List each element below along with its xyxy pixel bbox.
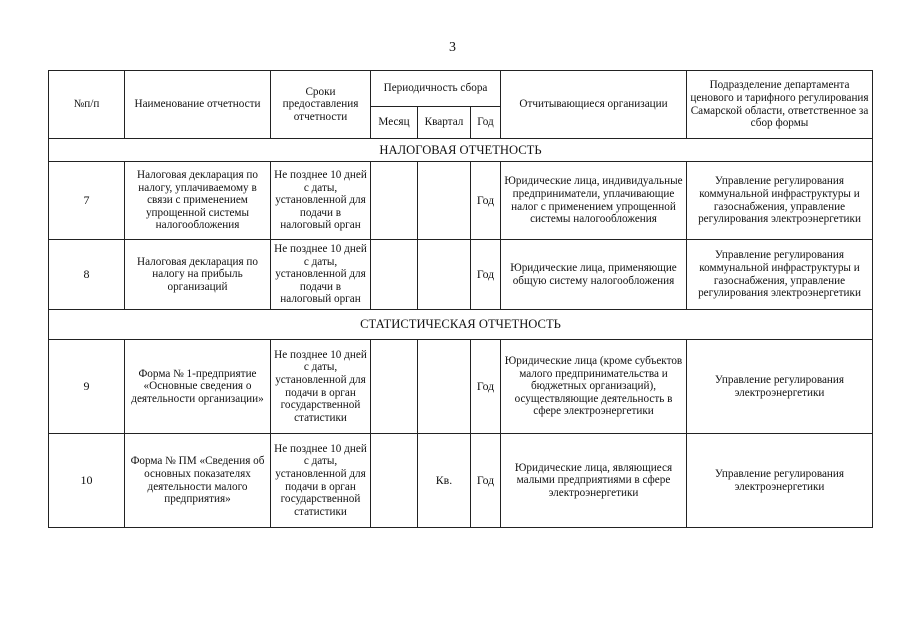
row-name: Форма № ПМ «Сведения об основных показателях деятельности малого предприятия» (125, 434, 271, 528)
row-orgs: Юридические лица, являющиеся малыми предприятиями в сфере электроэнергетики (501, 434, 687, 528)
row-orgs: Юридические лица (кроме субъектов малого предпринимательства и бюджетных организаций), осуществляющие деятельность в сфере электроэнергетики (501, 340, 687, 434)
row-quarter (418, 340, 471, 434)
row-division: Управление регулирования коммунальной инфраструктуры и газоснабжения, управление регулирования электроэнергетики (687, 240, 873, 310)
row-month (371, 340, 418, 434)
row-quarter (418, 162, 471, 240)
reporting-table (48, 70, 873, 528)
row-quarter: Кв. (418, 434, 471, 528)
header-quarter: Квартал (418, 107, 471, 139)
row-deadline: Не позднее 10 дней с даты, установленной для подачи в налоговый орган (271, 162, 371, 240)
header-month: Месяц (371, 107, 418, 139)
header-row-top (49, 71, 873, 107)
row-num: 7 (49, 162, 125, 240)
row-division: Управление регулирования электроэнергетики (687, 434, 873, 528)
section-row-tax (49, 139, 873, 162)
row-orgs: Юридические лица, применяющие общую систему налогообложения (501, 240, 687, 310)
row-division: Управление регулирования коммунальной инфраструктуры и газоснабжения, управление регулирования электроэнергетики (687, 162, 873, 240)
row-name: Форма № 1-предприятие «Основные сведения о деятельности организации» (125, 340, 271, 434)
header-num: №п/п (49, 71, 125, 139)
table-row (49, 340, 873, 434)
row-orgs: Юридические лица, индивидуальные предприниматели, уплачивающие налог с применением упрощенной системы налогообложения (501, 162, 687, 240)
table-row (49, 162, 873, 240)
row-year: Год (471, 340, 501, 434)
row-deadline: Не позднее 10 дней с даты, установленной для подачи в налоговый орган (271, 240, 371, 310)
row-num: 8 (49, 240, 125, 310)
row-deadline: Не позднее 10 дней с даты, установленной для подачи в орган государственной статистики (271, 340, 371, 434)
page-number: 3 (449, 40, 456, 55)
row-name: Налоговая декларация по налогу на прибыль организаций (125, 240, 271, 310)
row-year: Год (471, 434, 501, 528)
row-year: Год (471, 240, 501, 310)
row-month (371, 434, 418, 528)
row-deadline: Не позднее 10 дней с даты, установленной для подачи в орган государственной статистики (271, 434, 371, 528)
row-num: 10 (49, 434, 125, 528)
row-month (371, 240, 418, 310)
row-quarter (418, 240, 471, 310)
header-periodicity: Периодичность сбора (371, 71, 501, 107)
section-row-stat (49, 310, 873, 340)
header-name: Наименование отчетности (125, 71, 271, 139)
row-name: Налоговая декларация по налогу, уплачиваемому в связи с применением упрощенной системы налогообложения (125, 162, 271, 240)
section-title-tax: НАЛОГОВАЯ ОТЧЕТНОСТЬ (49, 139, 873, 162)
row-month (371, 162, 418, 240)
header-division: Подразделение департамента ценового и тарифного регулирования Самарской области, ответственное за сбор формы (687, 71, 873, 139)
row-num: 9 (49, 340, 125, 434)
header-year: Год (471, 107, 501, 139)
header-orgs: Отчитывающиеся организации (501, 71, 687, 139)
row-division: Управление регулирования электроэнергетики (687, 340, 873, 434)
header-deadline: Сроки предоставления отчетности (271, 71, 371, 139)
table-row (49, 434, 873, 528)
row-year: Год (471, 162, 501, 240)
table-row (49, 240, 873, 310)
section-title-stat: СТАТИСТИЧЕСКАЯ ОТЧЕТНОСТЬ (49, 310, 873, 340)
